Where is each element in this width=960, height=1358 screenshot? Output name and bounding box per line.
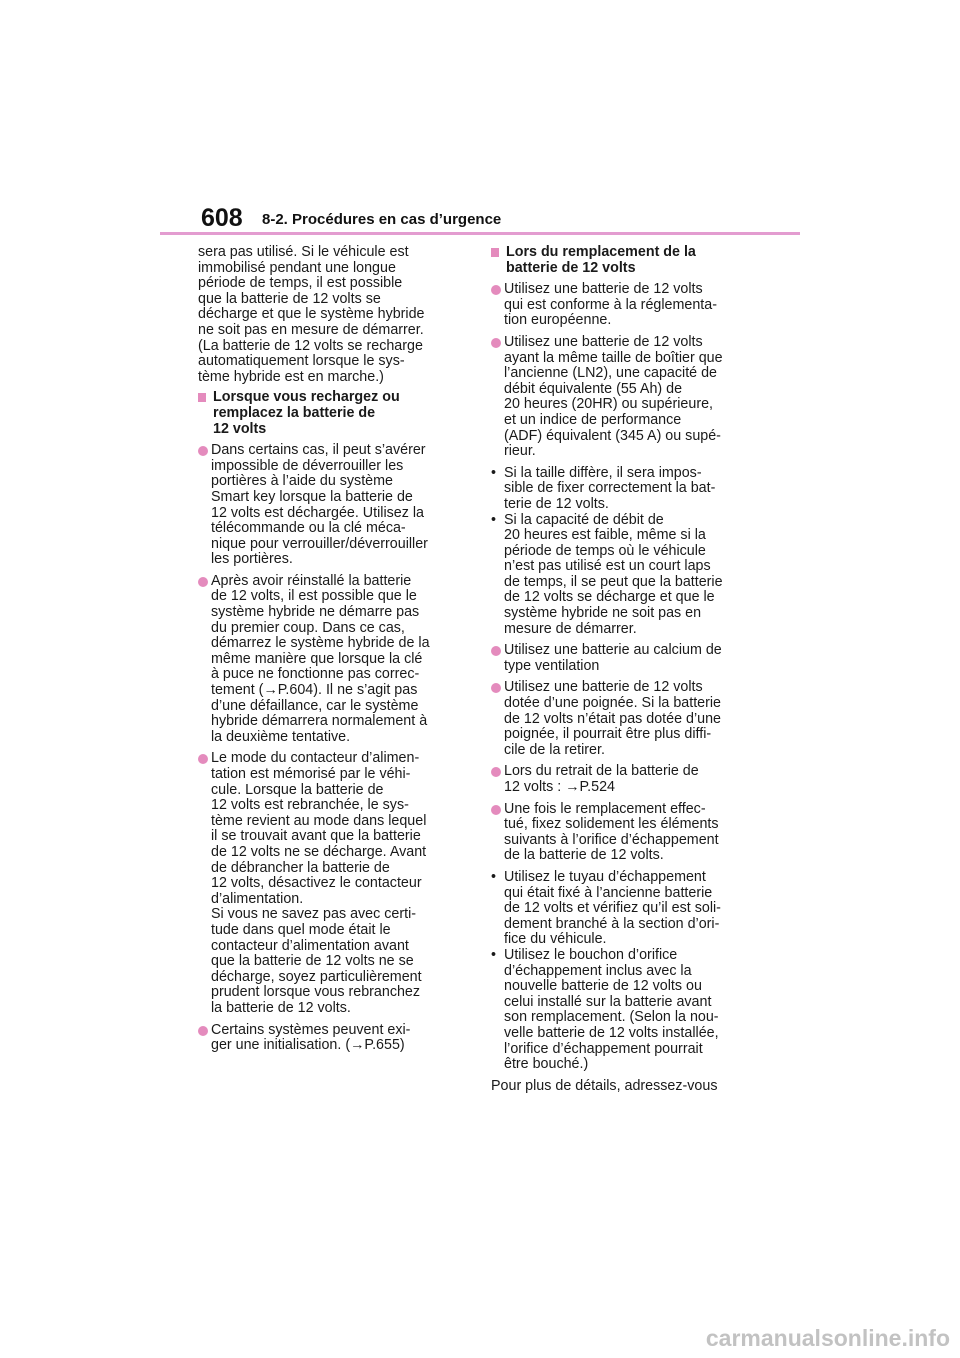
- list-item-text: Après avoir réinstallé la batterie de 12 volts, il est possible que le système hybride ne démarre pas du premier coup. Dans ce cas, démarrez le système hybride de la même manière que lorsque la clé à puce ne fonctionne pas correc- tement (→P.604). Il ne s’agit pas d’une défaillance, car le système hybride démarrera normalement à la deuxième tentative.: [211, 572, 430, 745]
- sub-list-item: [491, 513, 761, 638]
- section-heading: [198, 390, 468, 437]
- round-bullet-icon: [491, 646, 501, 656]
- sub-list-item-text: Si la taille diffère, il sera impos- sible de fixer correctement la bat- terie de 12 volts.: [504, 464, 716, 512]
- sub-list-item: [491, 948, 761, 1073]
- small-bullet-icon: •: [491, 946, 497, 963]
- list-item-text: Utilisez une batterie au calcium de type ventilation: [504, 642, 722, 674]
- round-bullet-icon: [198, 1026, 208, 1036]
- intro-paragraph: sera pas utilisé. Si le véhicule est immobilisé pendant une longue période de temps, il est possible que la batterie de 12 volts se décharge et que le système hybride ne soit pas en mesure de démarrer. (La batterie de 12 volts se recharge automatiquement lorsque le sys- tème hybride est en marche.): [198, 244, 425, 385]
- list-item-text: Le mode du contacteur d’alimen- tation est mémorisé par le véhi- cule. Lorsque la batterie de 12 volts est rebranchée, le sys- tème revient au mode dans lequel il se trouvait avant que la batterie de 12 volts ne se décharge. Avant de débrancher la batterie de 12 volts, désactivez le contacteur d’alimentation. Si vous ne savez pas avec certi- tude dans quel mode était le contacteur d’alimentation avant que la batterie de 12 volts ne se décharge, soyez particulièrement prudent lorsque vous rebranchez la batterie de 12 volts.: [211, 750, 427, 1016]
- list-item: [198, 1023, 468, 1054]
- list-item: [491, 764, 761, 795]
- list-item-text: Lors du retrait de la batterie de 12 volts : →P.524: [504, 763, 699, 795]
- list-item: [491, 802, 761, 864]
- round-bullet-icon: [491, 767, 501, 777]
- list-item: [198, 574, 468, 746]
- heading-text: Lors du remplacement de la batterie de 12 volts: [506, 244, 696, 276]
- list-item-text: Utilisez une batterie de 12 volts qui est conforme à la réglementa- tion européenne.: [504, 281, 717, 329]
- list-item-text: Utilisez une batterie de 12 volts dotée d’une poignée. Si la batterie de 12 volts n’était pas dotée d’une poignée, il pourrait être plus diffi- cile de la retirer.: [504, 679, 722, 758]
- small-bullet-icon: •: [491, 511, 497, 528]
- round-bullet-icon: [198, 577, 208, 587]
- list-item: [198, 443, 468, 568]
- sub-list-item-text: Utilisez le bouchon d’orifice d’échappement inclus avec la nouvelle batterie de 12 volts ou celui installé sur la batterie avant son remplacement. (Selon la nou- velle batterie de 12 volts installée, l’orifice d’échappement pourrait être bouché.): [504, 946, 719, 1073]
- list-item: [198, 751, 468, 1016]
- header-divider: [160, 232, 800, 235]
- sub-list-item: [491, 870, 761, 948]
- list-item-text: Une fois le remplacement effec- tué, fixez solidement les éléments suivants à l’orifice d’échappement de la batterie de 12 volts.: [504, 800, 719, 864]
- small-bullet-icon: •: [491, 868, 497, 885]
- sub-list-item-text: Si la capacité de débit de 20 heures est faible, même si la période de temps où le véhicule n’est pas utilisé est un court laps de temps, il se peut que la batterie de 12 volts se décharge et que le système hybride ne soit pas en mesure de démarrer.: [504, 511, 723, 637]
- list-item-text: Certains systèmes peuvent exi- ger une initialisation. (→P.655): [211, 1021, 411, 1054]
- watermark: carmanualsonline.info: [705, 1325, 950, 1351]
- list-item: [491, 643, 761, 674]
- heading-text: Lorsque vous rechargez ou remplacez la batterie de 12 volts: [213, 389, 400, 437]
- square-bullet-icon: [198, 393, 206, 402]
- list-item: [491, 282, 761, 329]
- small-bullet-icon: •: [491, 464, 497, 481]
- round-bullet-icon: [491, 805, 501, 815]
- list-item: [491, 335, 761, 460]
- round-bullet-icon: [491, 683, 501, 693]
- round-bullet-icon: [198, 446, 208, 456]
- round-bullet-icon: [491, 285, 501, 295]
- sub-list-item: [491, 466, 761, 513]
- section-heading: [491, 245, 761, 276]
- sub-list-item-text: Utilisez le tuyau d’échappement qui était fixé à l’ancienne batterie de 12 volts et vérifiez qu’il est soli- dement branché à la section d’ori- fice du véhicule.: [504, 868, 721, 948]
- round-bullet-icon: [198, 754, 208, 764]
- list-item: [491, 680, 761, 758]
- list-item-text: Dans certains cas, il peut s’avérer impossible de déverrouiller les portières à l’aide du système Smart key lorsque la batterie de 12 volts est déchargée. Utilisez la télécommande ou la clé méca- nique pour verrouiller/déverrouiller les portières.: [211, 442, 428, 568]
- square-bullet-icon: [491, 248, 499, 257]
- right-column: [491, 245, 761, 1098]
- section-title: 8-2. Procédures en cas d’urgence: [262, 211, 502, 228]
- round-bullet-icon: [491, 338, 501, 348]
- list-item-text: Utilisez une batterie de 12 volts ayant la même taille de boîtier que l’ancienne (LN2), une capacité de débit équivalente (55 Ah) de 20 heures (20HR) ou supérieure, et un indice de performance (ADF) équivalent (345 A) ou supé- rieur.: [504, 333, 723, 460]
- left-column: [198, 245, 468, 1060]
- outro-paragraph: Pour plus de détails, adressez-vous: [491, 1077, 718, 1094]
- page-number: 608: [201, 204, 243, 232]
